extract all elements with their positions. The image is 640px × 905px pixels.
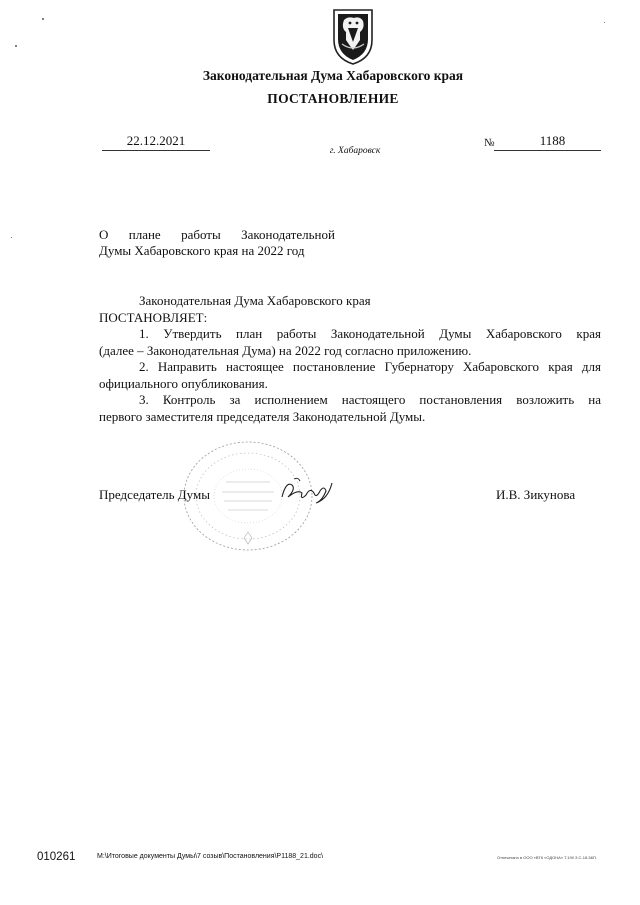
subject-word: плане bbox=[128, 227, 161, 242]
item-2-first-line: 2. Направить настоящее постановление Губернатору Хабаровского края для bbox=[139, 359, 601, 374]
signatory-name: И.В. Зикунова bbox=[496, 487, 576, 502]
handwritten-signature bbox=[276, 475, 336, 507]
scan-speck bbox=[42, 18, 44, 20]
organization-title: Законодательная Дума Хабаровского края bbox=[202, 68, 464, 83]
footer-printer-note: Отпечатано в ООО «ВТК «ОДОНА» Т.190 З.С-18-56П. bbox=[497, 855, 597, 860]
item-3-rest: первого заместителя председателя Законодательной Думы. bbox=[99, 408, 426, 424]
document-date: 22.12.2021 bbox=[102, 133, 210, 151]
decree-word: ПОСТАНОВЛЯЕТ: bbox=[99, 309, 208, 325]
item-1-rest: (далее – Законодательная Дума) на 2022 год согласно приложению. bbox=[99, 342, 472, 358]
subject-word: Законодательной bbox=[241, 227, 335, 242]
footer-file-path: M:\Итоговые документы Думы\7 созыв\Постановления\P1188_21.doc\ bbox=[97, 853, 324, 860]
intro-line: Законодательная Дума Хабаровского края bbox=[139, 293, 371, 308]
item-1-first-line: 1. Утвердить план работы Законодательной Думы Хабаровского края bbox=[139, 326, 601, 341]
document-body bbox=[99, 293, 601, 425]
scan-speck bbox=[11, 237, 12, 238]
document-subject bbox=[99, 227, 335, 259]
item-3-first-line: 3. Контроль за исполнением настоящего постановления возложить на bbox=[139, 392, 601, 407]
footer-document-code: 010261 bbox=[37, 851, 76, 863]
item-2-rest: официального опубликования. bbox=[99, 375, 268, 391]
scan-speck bbox=[604, 22, 605, 23]
document-number: 1188 bbox=[494, 133, 601, 151]
subject-word: работы bbox=[181, 227, 221, 242]
subject-line-2: Думы Хабаровского края на 2022 год bbox=[99, 243, 305, 258]
subject-word: О bbox=[99, 227, 109, 242]
coat-of-arms-icon bbox=[330, 6, 376, 66]
signatory-position: Председатель Думы bbox=[99, 487, 210, 502]
document-type: ПОСТАНОВЛЕНИЕ bbox=[267, 91, 399, 106]
scan-speck bbox=[15, 45, 17, 47]
subject-line-1 bbox=[99, 227, 335, 243]
number-sign: № bbox=[484, 137, 495, 149]
document-city: г. Хабаровск bbox=[329, 146, 381, 156]
